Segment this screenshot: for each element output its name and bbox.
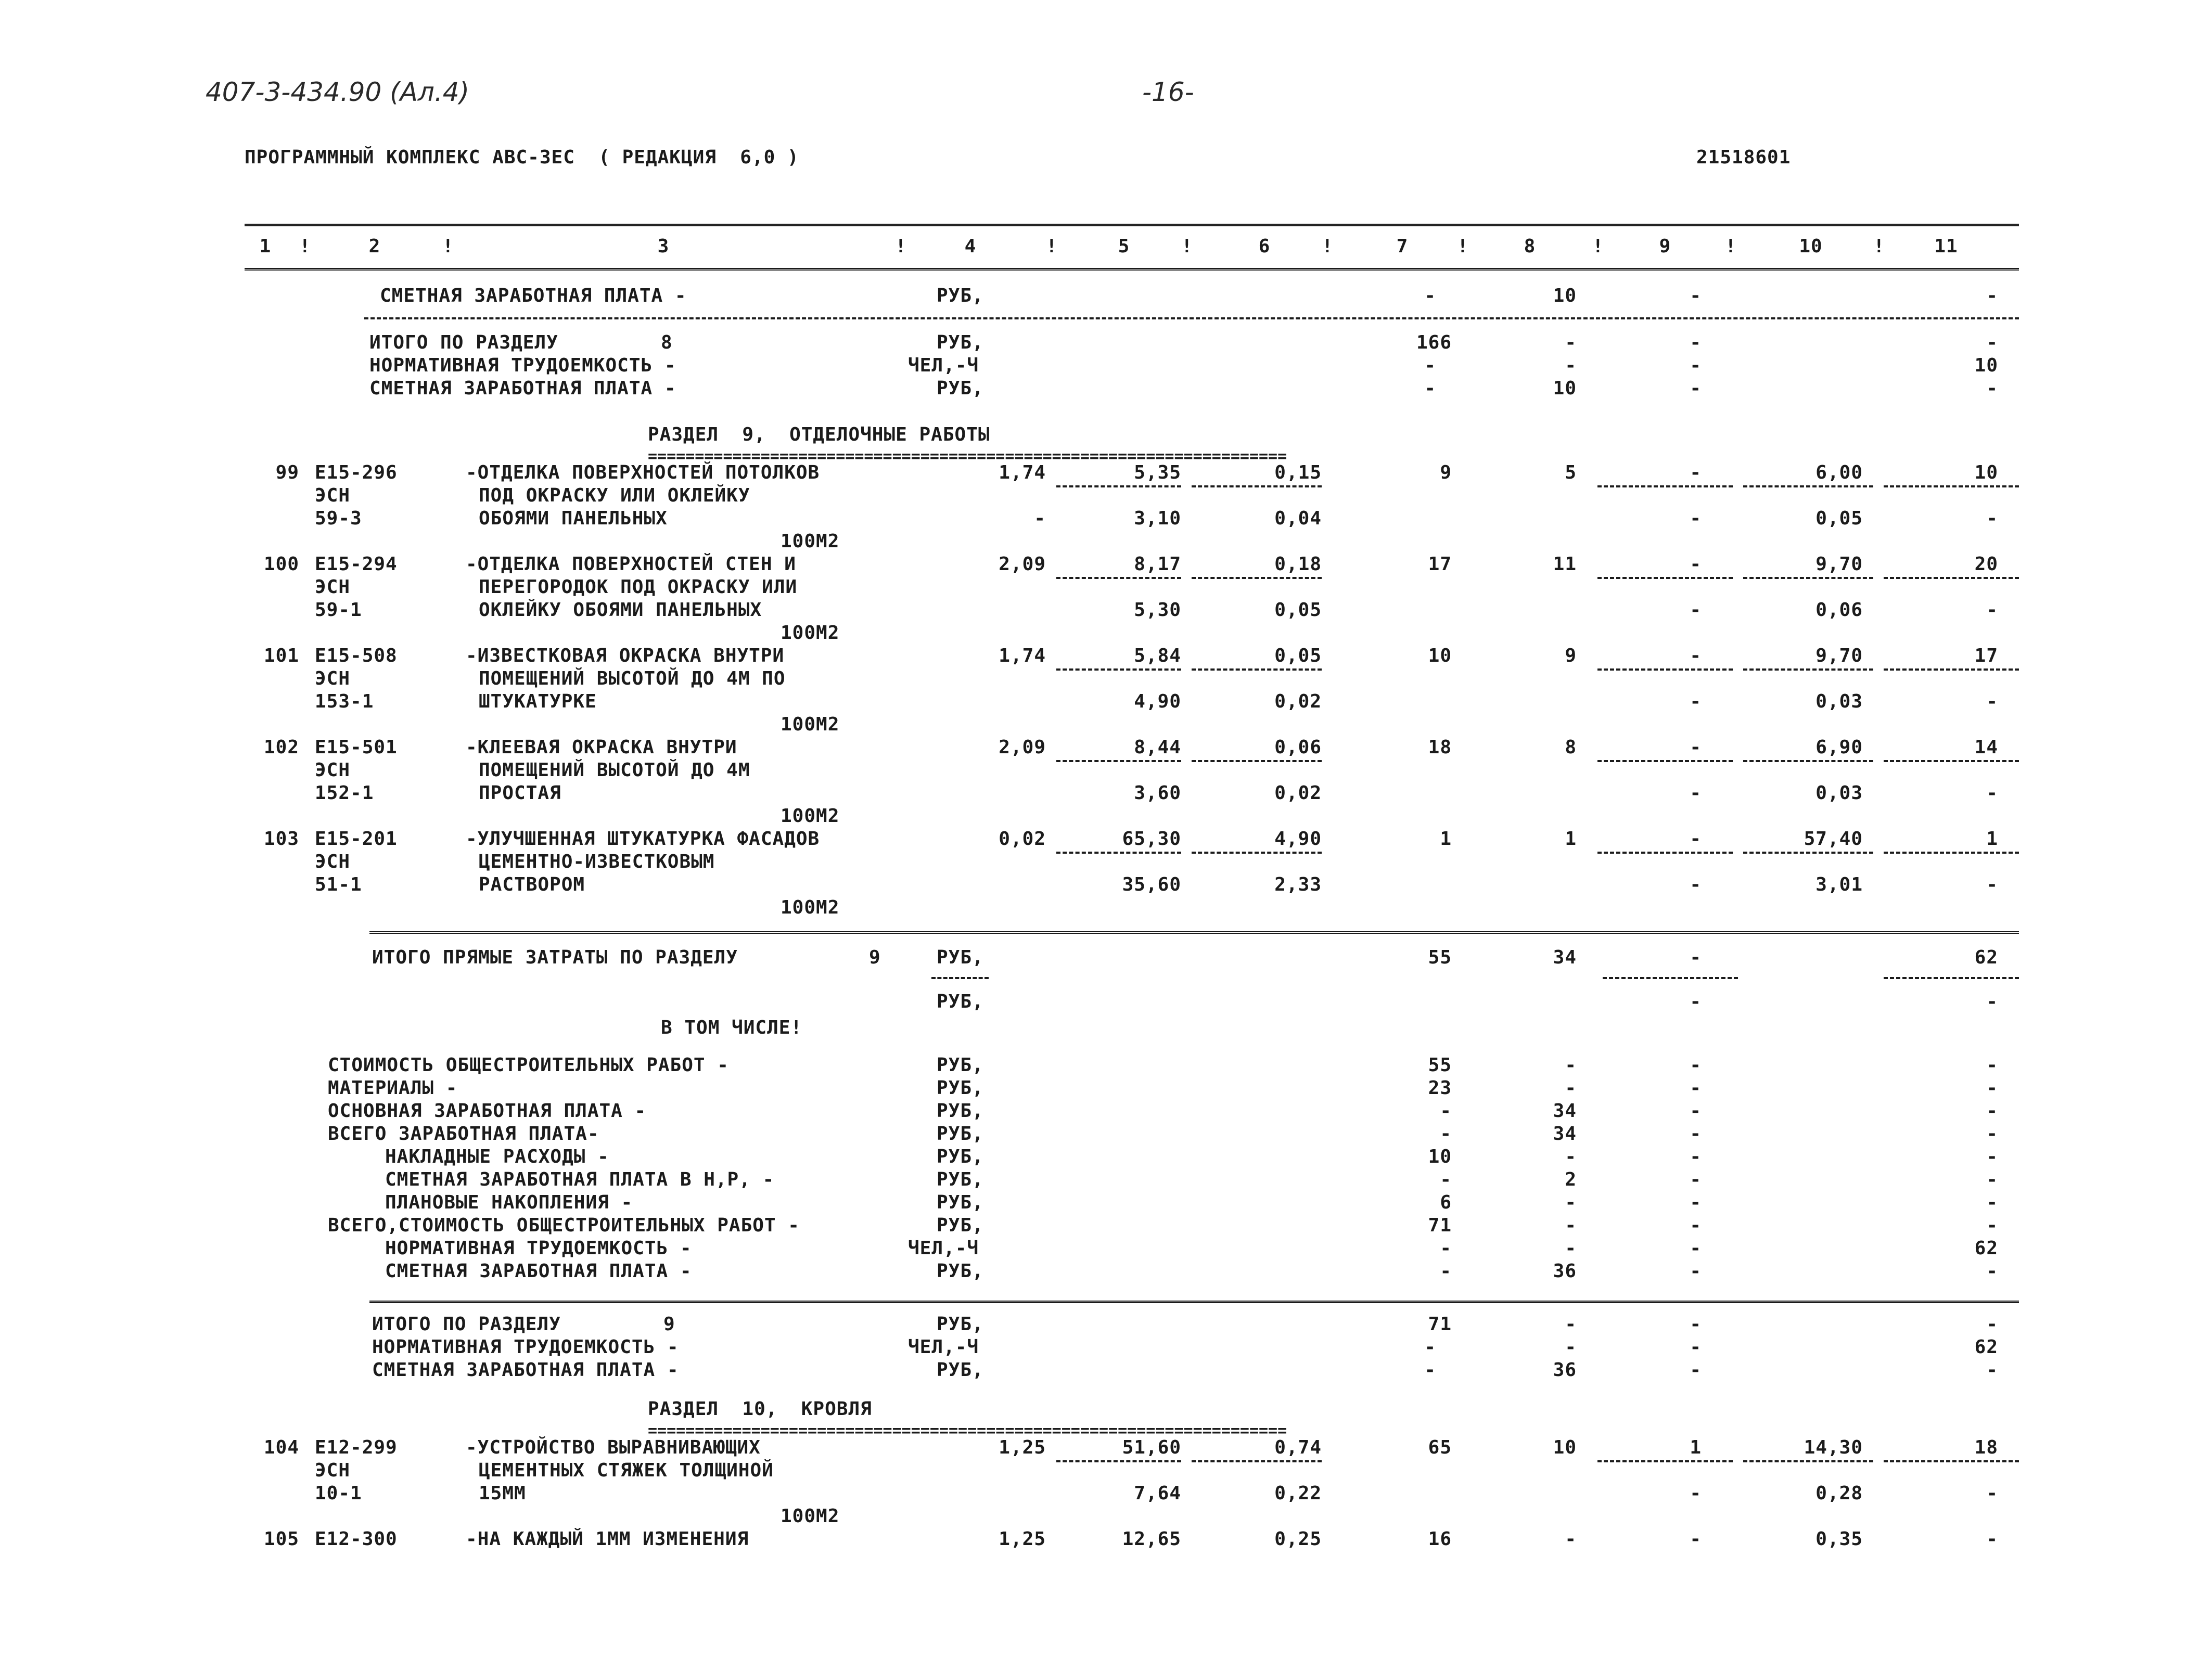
cell-c7: 6: [1440, 1192, 1452, 1213]
cell-c11-sub: -: [1986, 691, 1998, 712]
cell-c11: -: [1986, 1528, 1998, 1550]
cell-c5: 5,84: [1134, 645, 1181, 666]
item-code: 59-1: [315, 599, 362, 621]
breakdown-unit: РУБ,: [937, 1123, 984, 1144]
cell-c9-sub: -: [1690, 599, 1702, 621]
cell-c9-sub: -: [1690, 691, 1702, 712]
item-description: -КЛЕЕВАЯ ОКРАСКА ВНУТРИ: [466, 737, 737, 758]
item-unit: 100М2: [781, 897, 840, 918]
cell-c5-sub: 5,30: [1134, 599, 1181, 621]
item-description: -ОТДЕЛКА ПОВЕРХНОСТЕЙ ПОТОЛКОВ: [466, 462, 820, 483]
col-header: 11: [1934, 236, 1958, 257]
cell-c9: -: [1690, 1146, 1702, 1167]
cell-c9: -: [1690, 1528, 1702, 1550]
cell-c11-sub: -: [1986, 874, 1998, 895]
breakdown-label: ВСЕГО,СТОИМОСТЬ ОБЩЕСТРОИТЕЛЬНЫХ РАБОТ -: [328, 1215, 800, 1236]
item-unit: 100М2: [781, 714, 840, 735]
cell-c10-sub: 0,03: [1815, 691, 1863, 712]
cell-c4-sub: -: [1034, 508, 1046, 529]
item-description: ОКЛЕЙКУ ОБОЯМИ ПАНЕЛЬНЫХ: [479, 599, 762, 621]
cell-c9: -: [1690, 554, 1702, 575]
cell-c8: 5: [1565, 462, 1577, 483]
item-code: Е15-201: [315, 828, 398, 850]
cell-c9: -: [1690, 737, 1702, 758]
cell-c4: 1,74: [999, 462, 1046, 483]
cell-c5: 8,44: [1134, 737, 1181, 758]
cell-c11: -: [1986, 1261, 1998, 1282]
item-description: ПОМЕЩЕНИЙ ВЫСОТОЙ ДО 4М: [479, 760, 750, 781]
breakdown-label: ОСНОВНАЯ ЗАРАБОТНАЯ ПЛАТА -: [328, 1100, 647, 1122]
cell-c7: 23: [1428, 1077, 1452, 1099]
item-code: 51-1: [315, 874, 362, 895]
cell-c7: 65: [1428, 1437, 1452, 1458]
col-header: 6: [1258, 236, 1271, 257]
cell-c7: 1: [1440, 828, 1452, 850]
item-unit: 100М2: [781, 1506, 840, 1527]
cell-c9-sub: -: [1690, 782, 1702, 804]
cell-c7: 55: [1428, 1054, 1452, 1076]
cell-c9: 1: [1690, 1437, 1702, 1458]
item-code: 153-1: [315, 691, 374, 712]
col-header: 8: [1524, 236, 1536, 257]
cell-c4: 2,09: [999, 737, 1046, 758]
item-code: ЭСН: [315, 668, 351, 689]
breakdown-unit: РУБ,: [937, 1077, 984, 1099]
cell-c6: 0,18: [1274, 554, 1322, 575]
cell-c7: 9: [1440, 462, 1452, 483]
cell-c7: 71: [1428, 1215, 1452, 1236]
cell-c8: 10: [1553, 1437, 1577, 1458]
breakdown-label: СМЕТНАЯ ЗАРАБОТНАЯ ПЛАТА -: [385, 1261, 692, 1282]
cell-c6: 0,15: [1274, 462, 1322, 483]
item-description: ОБОЯМИ ПАНЕЛЬНЫХ: [479, 508, 668, 529]
cell-c9-sub: -: [1690, 874, 1702, 895]
cell-c5: 12,65: [1122, 1528, 1181, 1550]
cell-c8: 2: [1565, 1169, 1577, 1190]
cell-c7: -: [1440, 1100, 1452, 1122]
cell-c6: 0,05: [1274, 645, 1322, 666]
item-description: ПРОСТАЯ: [479, 782, 561, 804]
cell-c7: 10: [1428, 1146, 1452, 1167]
cell-c11: -: [1986, 1054, 1998, 1076]
cell-c4: 1,25: [999, 1437, 1046, 1458]
item-number: 100: [263, 554, 299, 575]
cell-c9: -: [1690, 1077, 1702, 1099]
cell-c5-sub: 3,10: [1134, 508, 1181, 529]
cell-c5: 51,60: [1122, 1437, 1181, 1458]
cell-c10-sub: 0,28: [1815, 1483, 1863, 1504]
cell-c8: -: [1565, 1077, 1577, 1099]
cell-c11: 14: [1974, 737, 1998, 758]
breakdown-unit: РУБ,: [937, 1146, 984, 1167]
cell-c7: -: [1440, 1238, 1452, 1259]
breakdown-label: ВСЕГО ЗАРАБОТНАЯ ПЛАТА-: [328, 1123, 599, 1144]
cell-c6-sub: 0,02: [1274, 782, 1322, 804]
cell-c8: 36: [1553, 1261, 1577, 1282]
item-code: ЭСН: [315, 1460, 351, 1481]
cell-c11-sub: -: [1986, 1483, 1998, 1504]
cell-c9: -: [1690, 1169, 1702, 1190]
breakdown-unit: РУБ,: [937, 1215, 984, 1236]
item-description: -НА КАЖДЫЙ 1ММ ИЗМЕНЕНИЯ: [466, 1528, 749, 1550]
cell-c11: 20: [1974, 554, 1998, 575]
item-code: Е15-296: [315, 462, 398, 483]
rule-top: [245, 224, 2019, 228]
section-title: РАЗДЕЛ 10, КРОВЛЯ: [648, 1398, 872, 1420]
col-header: 2: [368, 236, 381, 257]
col-header: 7: [1396, 236, 1409, 257]
cell-c9-sub: -: [1690, 508, 1702, 529]
item-unit: 100М2: [781, 622, 840, 644]
doc-code: 407-3-434.90 (Ал.4): [206, 77, 470, 107]
item-description: -УЛУЧШЕННАЯ ШТУКАТУРКА ФАСАДОВ: [466, 828, 820, 850]
cell-c8: 34: [1553, 1100, 1577, 1122]
cell-c4: 2,09: [999, 554, 1046, 575]
cell-c8: 11: [1553, 554, 1577, 575]
cell-c8: 9: [1565, 645, 1577, 666]
breakdown-label: МАТЕРИАЛЫ -: [328, 1077, 458, 1099]
cell-c8: -: [1565, 1238, 1577, 1259]
cell-c11: -: [1986, 1077, 1998, 1099]
cell-c4: 1,74: [999, 645, 1046, 666]
cell-c9: -: [1690, 1192, 1702, 1213]
cell-c7: -: [1440, 1261, 1452, 1282]
item-description: ПЕРЕГОРОДОК ПОД ОКРАСКУ ИЛИ: [479, 576, 798, 598]
cell-c9: -: [1690, 1215, 1702, 1236]
cell-c8: 1: [1565, 828, 1577, 850]
cell-c10-sub: 0,03: [1815, 782, 1863, 804]
item-number: 105: [263, 1528, 299, 1550]
cell-c9: -: [1690, 1054, 1702, 1076]
cell-c9: -: [1690, 1123, 1702, 1144]
cell-c9: -: [1690, 1100, 1702, 1122]
item-description: ШТУКАТУРКЕ: [479, 691, 597, 712]
cell-c9: -: [1690, 1261, 1702, 1282]
cell-c11: -: [1986, 1169, 1998, 1190]
cell-c11: 62: [1974, 1238, 1998, 1259]
item-description: ПОД ОКРАСКУ ИЛИ ОКЛЕЙКУ: [479, 485, 750, 506]
cell-c6: 0,06: [1274, 737, 1322, 758]
cell-c5-sub: 7,64: [1134, 1483, 1181, 1504]
item-code: 152-1: [315, 782, 374, 804]
cell-c6: 4,90: [1274, 828, 1322, 850]
cell-c7: 10: [1428, 645, 1452, 666]
cell-c11: -: [1986, 1100, 1998, 1122]
cell-c7: 16: [1428, 1528, 1452, 1550]
breakdown-label: СТОИМОСТЬ ОБЩЕСТРОИТЕЛЬНЫХ РАБОТ -: [328, 1054, 729, 1076]
col-header: 9: [1659, 236, 1671, 257]
cell-c10: 0,35: [1815, 1528, 1863, 1550]
item-number: 102: [263, 737, 299, 758]
breakdown-unit: РУБ,: [937, 1100, 984, 1122]
item-code: ЭСН: [315, 576, 351, 598]
doc-id: 21518601: [1696, 147, 1791, 168]
cell-c11-sub: -: [1986, 782, 1998, 804]
cell-c11: -: [1986, 1192, 1998, 1213]
cell-c5: 8,17: [1134, 554, 1181, 575]
cell-c6-sub: 0,04: [1274, 508, 1322, 529]
cell-c9: -: [1690, 462, 1702, 483]
item-description: ПОМЕЩЕНИЙ ВЫСОТОЙ ДО 4М ПО: [479, 668, 786, 689]
cell-c11: -: [1986, 1146, 1998, 1167]
cell-c5-sub: 4,90: [1134, 691, 1181, 712]
cell-c11-sub: -: [1986, 508, 1998, 529]
cell-c9: -: [1690, 1238, 1702, 1259]
cell-c7: -: [1440, 1123, 1452, 1144]
cell-c10: 9,70: [1815, 645, 1863, 666]
col-header: 3: [657, 236, 670, 257]
item-code: Е15-508: [315, 645, 398, 666]
section-title: РАЗДЕЛ 9, ОТДЕЛОЧНЫЕ РАБОТЫ: [648, 424, 990, 445]
cell-c7: 17: [1428, 554, 1452, 575]
item-number: 104: [263, 1437, 299, 1458]
item-description: РАСТВОРОМ: [479, 874, 585, 895]
cell-c4: 0,02: [999, 828, 1046, 850]
cell-c6: 0,74: [1274, 1437, 1322, 1458]
cell-c6-sub: 0,02: [1274, 691, 1322, 712]
cell-c8: 8: [1565, 737, 1577, 758]
cell-c11: -: [1986, 1215, 1998, 1236]
breakdown-unit: ЧЕЛ,-Ч: [908, 1238, 979, 1259]
document-page: 407-3-434.90 (Ал.4) -16- ПРОГРАММНЫЙ КОМПЛЕКС АВС-3ЕС ( РЕДАКЦИЯ 6,0 ) 21518601 1 2 3 4 5 6 7 8 9 10 11 ! ! ! ! ! ! ! ! ! ! СМЕТНАЯ ЗАРАБОТНАЯ ПЛАТА - РУБ, - 10 - - ИТОГО ПО РАЗДЕЛУ 8 РУБ, 166 - - - НОРМАТИВНАЯ ТРУДОЕМКОСТЬ - ЧЕЛ,-Ч - - - 10 СМЕТНАЯ ЗАРАБОТНАЯ ПЛАТА - РУБ, - 10 - - РАЗДЕЛ 9, ОТДЕЛОЧНЫЕ РАБОТЫ ==================================================================== 99 Е15-296 ЭСН 59-3 -ОТДЕЛКА ПОВЕРХНОСТЕЙ ПОТОЛКОВ ПОД ОКРАСКУ ИЛИ ОКЛЕЙКУ ОБОЯМИ ПАНЕЛЬНЫХ 100М2 1,74 - 5,35 3,10 0,15 0,04 9 5 - - 6,00 0,05 10 - 100 Е15-294 ЭСН 59-1 -ОТДЕЛКА ПОВЕРХНОСТЕЙ СТЕН И ПЕРЕГОРОДОК ПОД ОКРАСКУ ИЛИ ОКЛЕЙКУ ОБОЯМИ ПАНЕЛЬНЫХ 100М2 2,09 8,17 5,30 0,18 0,05 17 11 - - 9,70 0,06 20 - 101 Е15-508 ЭСН 153-1 -ИЗВЕСТКОВАЯ ОКРАСКА ВНУТРИ ПОМЕЩЕНИЙ ВЫСОТОЙ ДО 4М ПО ШТУКАТУРКЕ 100М2 1,74 5,84 4,90 0,05 0,02 10 9 - - 9,70 0,03 17 - 102 Е15-501 ЭСН 152-1 -КЛЕЕВАЯ ОКРАСКА ВНУТРИ ПОМЕЩЕНИЙ ВЫСОТОЙ ДО 4М ПРОСТАЯ 100М2 2,09 8,44 3,60 0,06 0,02 18 8 - - 6,90 0,03 14 - 103 Е15-201 ЭСН 51-1 -УЛУЧШЕННАЯ ШТУКАТУРКА ФАСАДОВ ЦЕМЕНТНО-ИЗВЕСТКОВЫМ РАСТВОРОМ 100М2 0,02 65,30 35,60 4,90 2,33 1 1 - - 57,40 3,01 1 - ИТОГО ПРЯМЫЕ ЗАТРАТЫ ПО РАЗДЕЛУ 9 РУБ, 55 34 - 62 РУБ, - - В ТОМ ЧИСЛЕ! СТОИМОСТЬ ОБЩЕСТРОИТЕЛЬНЫХ РАБОТ - РУБ, 55 - - - МАТЕРИАЛЫ - РУБ, 23 - - - ОСНОВНАЯ ЗАРАБОТНАЯ ПЛАТА - РУБ, - 34 - - ВСЕГО ЗАРАБОТНАЯ ПЛАТА- РУБ, - 34 - - НАКЛАДНЫЕ РАСХОДЫ - РУБ, 10 - - - СМЕТНАЯ ЗАРАБОТНАЯ ПЛАТА В Н,Р, - РУБ, - 2 - - ПЛАНОВЫЕ НАКОПЛЕНИЯ - РУБ, 6 - - - ВСЕГО,СТОИМОСТЬ ОБЩЕСТРОИТЕЛЬНЫХ РАБОТ - РУБ, 71 - - - НОРМАТИВНАЯ ТРУДОЕМКОСТЬ - ЧЕЛ,-Ч - - - 62 СМЕТНАЯ ЗАРАБОТНАЯ ПЛАТА - РУБ, - 36 - - ИТОГО ПО РАЗДЕЛУ 9 РУБ, 71 - - - НОРМАТИВНАЯ ТРУДОЕМКОСТЬ - ЧЕЛ,-Ч - - - 62 СМЕТНАЯ ЗАРАБОТНАЯ ПЛАТА - РУБ, - 36 - - РАЗДЕЛ 10, КРОВЛЯ ==================================================================== 104 Е12-299 ЭСН 10-1 -УСТРОЙСТВО ВЫРАВНИВАЮЩИХ ЦЕМЕНТНЫХ СТЯЖЕК ТОЛЩИНОЙ 15ММ 100М2 1,25 51,60 7,64 0,74 0,22 65 10 1 - 14,30 0,28 18 - 105 Е12-300 -НА КАЖДЫЙ 1ММ ИЗМЕНЕНИЯ 1,25 12,65 0,25 16 - - 0,35 -: [0, 0, 2212, 1659]
item-number: 101: [263, 645, 299, 666]
cell-c6-sub: 2,33: [1274, 874, 1322, 895]
cell-c11: 10: [1974, 462, 1998, 483]
breakdown-unit: РУБ,: [937, 1261, 984, 1282]
breakdown-label: НАКЛАДНЫЕ РАСХОДЫ -: [385, 1146, 609, 1167]
col-header: 5: [1118, 236, 1130, 257]
cell-c8: 34: [1553, 1123, 1577, 1144]
col-header: 4: [964, 236, 977, 257]
item-number: 99: [275, 462, 299, 483]
item-number: 103: [263, 828, 299, 850]
breakdown-unit: РУБ,: [937, 1054, 984, 1076]
item-description: 15ММ: [479, 1483, 526, 1504]
cell-c5-sub: 3,60: [1134, 782, 1181, 804]
cell-c6-sub: 0,22: [1274, 1483, 1322, 1504]
item-description: ЦЕМЕНТНЫХ СТЯЖЕК ТОЛЩИНОЙ: [479, 1460, 774, 1481]
item-code: Е15-501: [315, 737, 398, 758]
col-header: 1: [259, 236, 272, 257]
cell-c9: -: [1690, 828, 1702, 850]
cell-c11: 17: [1974, 645, 1998, 666]
cell-c8: -: [1565, 1192, 1577, 1213]
item-description: -УСТРОЙСТВО ВЫРАВНИВАЮЩИХ: [466, 1437, 761, 1458]
page-number: -16-: [1142, 77, 1194, 107]
cell-c6-sub: 0,05: [1274, 599, 1322, 621]
rule-header-bottom: [245, 268, 2019, 272]
item-code: ЭСН: [315, 760, 351, 781]
cell-c8: -: [1565, 1528, 1577, 1550]
including-heading: В ТОМ ЧИСЛЕ!: [661, 1017, 803, 1038]
item-code: 10-1: [315, 1483, 362, 1504]
breakdown-label: НОРМАТИВНАЯ ТРУДОЕМКОСТЬ -: [385, 1238, 692, 1259]
cell-c10-sub: 0,06: [1815, 599, 1863, 621]
cell-c5-sub: 35,60: [1122, 874, 1181, 895]
cell-c8: -: [1565, 1215, 1577, 1236]
cell-c11-sub: -: [1986, 599, 1998, 621]
cell-c10: 6,00: [1815, 462, 1863, 483]
cell-c5: 65,30: [1122, 828, 1181, 850]
cell-c4: 1,25: [999, 1528, 1046, 1550]
cell-c7: -: [1440, 1169, 1452, 1190]
cell-c8: -: [1565, 1146, 1577, 1167]
item-code: Е12-299: [315, 1437, 398, 1458]
cell-c7: 18: [1428, 737, 1452, 758]
cell-c11: 18: [1974, 1437, 1998, 1458]
cell-c10-sub: 3,01: [1815, 874, 1863, 895]
cell-c11: 1: [1986, 828, 1998, 850]
item-description: -ИЗВЕСТКОВАЯ ОКРАСКА ВНУТРИ: [466, 645, 785, 666]
breakdown-unit: РУБ,: [937, 1192, 984, 1213]
cell-c8: -: [1565, 1054, 1577, 1076]
item-code: Е15-294: [315, 554, 398, 575]
cell-c9: -: [1690, 645, 1702, 666]
cell-c5: 5,35: [1134, 462, 1181, 483]
item-description: -ОТДЕЛКА ПОВЕРХНОСТЕЙ СТЕН И: [466, 554, 796, 575]
item-code: ЭСН: [315, 485, 351, 506]
item-unit: 100М2: [781, 531, 840, 552]
cell-c10-sub: 0,05: [1815, 508, 1863, 529]
breakdown-unit: РУБ,: [937, 1169, 984, 1190]
program-title: ПРОГРАММНЫЙ КОМПЛЕКС АВС-3ЕС ( РЕДАКЦИЯ 6,0 ): [245, 147, 799, 168]
item-description: ЦЕМЕНТНО-ИЗВЕСТКОВЫМ: [479, 851, 715, 872]
cell-c10: 6,90: [1815, 737, 1863, 758]
cell-c10: 57,40: [1804, 828, 1863, 850]
cell-c10: 14,30: [1804, 1437, 1863, 1458]
cell-c11: -: [1986, 1123, 1998, 1144]
cell-c10: 9,70: [1815, 554, 1863, 575]
breakdown-label: СМЕТНАЯ ЗАРАБОТНАЯ ПЛАТА В Н,Р, -: [385, 1169, 775, 1190]
breakdown-label: ПЛАНОВЫЕ НАКОПЛЕНИЯ -: [385, 1192, 633, 1213]
item-code: Е12-300: [315, 1528, 398, 1550]
item-code: 59-3: [315, 508, 362, 529]
cell-c6: 0,25: [1274, 1528, 1322, 1550]
item-code: ЭСН: [315, 851, 351, 872]
item-unit: 100М2: [781, 805, 840, 827]
cell-c9-sub: -: [1690, 1483, 1702, 1504]
col-header: 10: [1799, 236, 1823, 257]
